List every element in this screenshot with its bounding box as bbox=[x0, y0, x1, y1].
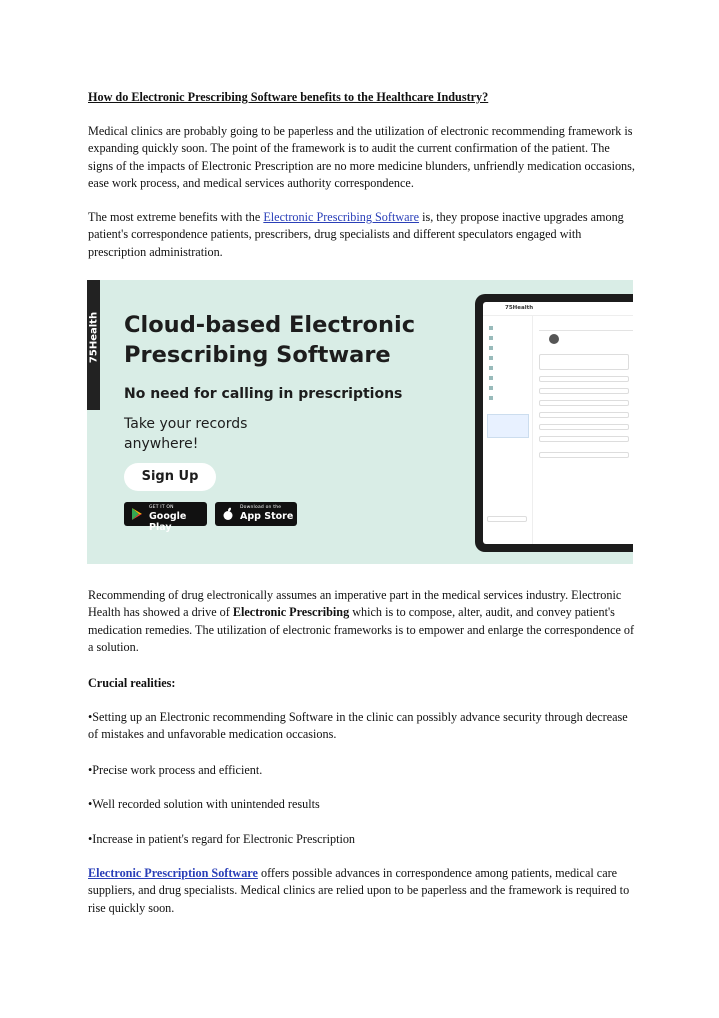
bullet-item: •Well recorded solution with unintended results bbox=[88, 797, 320, 811]
screen-sidebar-item bbox=[489, 386, 496, 390]
sign-up-button[interactable]: Sign Up bbox=[124, 463, 216, 491]
screen-divider bbox=[539, 330, 633, 331]
article-title: How do Electronic Prescribing Software benefits to the Healthcare Industry? bbox=[88, 90, 489, 104]
screen-sidebar-note bbox=[487, 414, 529, 438]
screen-field bbox=[539, 436, 629, 442]
google-play-badge[interactable] bbox=[124, 502, 207, 533]
electronic-prescribing-bold: Electronic Prescribing bbox=[232, 605, 350, 620]
paragraph-closing bbox=[88, 865, 636, 917]
banner-tagline: Take your records anywhere! bbox=[124, 416, 248, 452]
paragraph-benefits-text-1: The most extreme benefits with the bbox=[88, 210, 264, 224]
google-play-big-text: Google Play bbox=[149, 511, 187, 533]
laptop-screen bbox=[483, 302, 633, 544]
screen-sidebar-item bbox=[489, 326, 496, 330]
google-play-icon bbox=[130, 507, 144, 521]
screen-field bbox=[539, 376, 629, 382]
screen-sidebar-item bbox=[489, 346, 496, 350]
screen-field bbox=[539, 412, 629, 418]
paragraph-eh-text-1: Recommending of drug electronically assumes an imperative part in the medical services industry. Electronic Health has showed a drive of bbox=[88, 588, 622, 620]
electronic-prescription-software-link[interactable]: Electronic Prescription Software bbox=[88, 866, 258, 880]
brand-logo-text: 75Health bbox=[88, 311, 100, 364]
screen-main bbox=[539, 324, 633, 474]
paragraph-intro: Medical clinics are probably going to be paperless and the utilization of electronic recommending framework is expanding quickly soon. The point of the framework is to audit the current confirmation of the patient. The signs of the impacts of Electronic Prescription are no more medicine blunders, unfriendly medication occasions, ease work process, and medical services authority correspondence. bbox=[88, 124, 635, 191]
apple-icon bbox=[221, 507, 235, 521]
screen-field bbox=[539, 424, 629, 430]
laptop-mockup bbox=[475, 294, 633, 552]
crucial-realities-heading: Crucial realities: bbox=[88, 676, 176, 690]
bullet-item: •Increase in patient's regard for Electronic Prescription bbox=[88, 832, 356, 846]
screen-field bbox=[539, 452, 629, 458]
screen-field bbox=[539, 388, 629, 394]
banner-title: Cloud-based Electronic Prescribing Software bbox=[124, 312, 416, 368]
paragraph-benefits bbox=[88, 209, 636, 261]
paragraph-closing-text: offers possible advances in correspondence among patients, medical care suppliers, and drug specialists. Medical clinics are relied upon to be paperless and the framework is required to rise quickly soon. bbox=[88, 866, 630, 915]
screen-logo: 75Health bbox=[505, 305, 534, 311]
screen-sidebar-item bbox=[489, 336, 496, 340]
app-store-small-text: Download on the bbox=[240, 505, 282, 510]
screen-sidebar-item bbox=[489, 356, 496, 360]
screen-header bbox=[483, 302, 633, 316]
screen-sidebar-item bbox=[489, 396, 496, 400]
screen-sidebar-item bbox=[489, 376, 496, 380]
electronic-prescribing-software-link[interactable]: Electronic Prescribing Software bbox=[263, 210, 420, 224]
app-store-big-text: App Store bbox=[240, 511, 294, 522]
app-store-badge[interactable] bbox=[215, 502, 297, 526]
bullet-item: •Setting up an Electronic recommending Software in the clinic can possibly advance security through decrease of mistakes and unfavorable medication occasions. bbox=[88, 710, 628, 742]
screen-sidebar-field bbox=[487, 516, 527, 522]
banner-subtitle: No need for calling in prescriptions bbox=[124, 386, 403, 402]
bullet-item: •Precise work process and efficient. bbox=[88, 763, 263, 777]
screen-sidebar-item bbox=[489, 366, 496, 370]
paragraph-benefits-text-2: is, they propose inactive upgrades among patient's correspondence patients, prescribers, drug specialists and different speculators engaged with prescription administration. bbox=[88, 210, 624, 259]
paragraph-eh-text-2: which is to compose, alter, audit, and convey patient's medication remedies. The utilization of electronic frameworks is to empower and enlarge the correspondence of a solution. bbox=[88, 605, 635, 655]
screen-sidebar bbox=[483, 316, 533, 544]
google-play-small-text: GET IT ON bbox=[149, 505, 174, 510]
brand-vertical-bar bbox=[87, 280, 100, 410]
paragraph-electronic-health bbox=[88, 587, 636, 657]
screen-avatar bbox=[549, 334, 559, 344]
screen-field bbox=[539, 354, 629, 370]
promo-banner-image[interactable] bbox=[87, 280, 633, 564]
screen-field bbox=[539, 400, 629, 406]
